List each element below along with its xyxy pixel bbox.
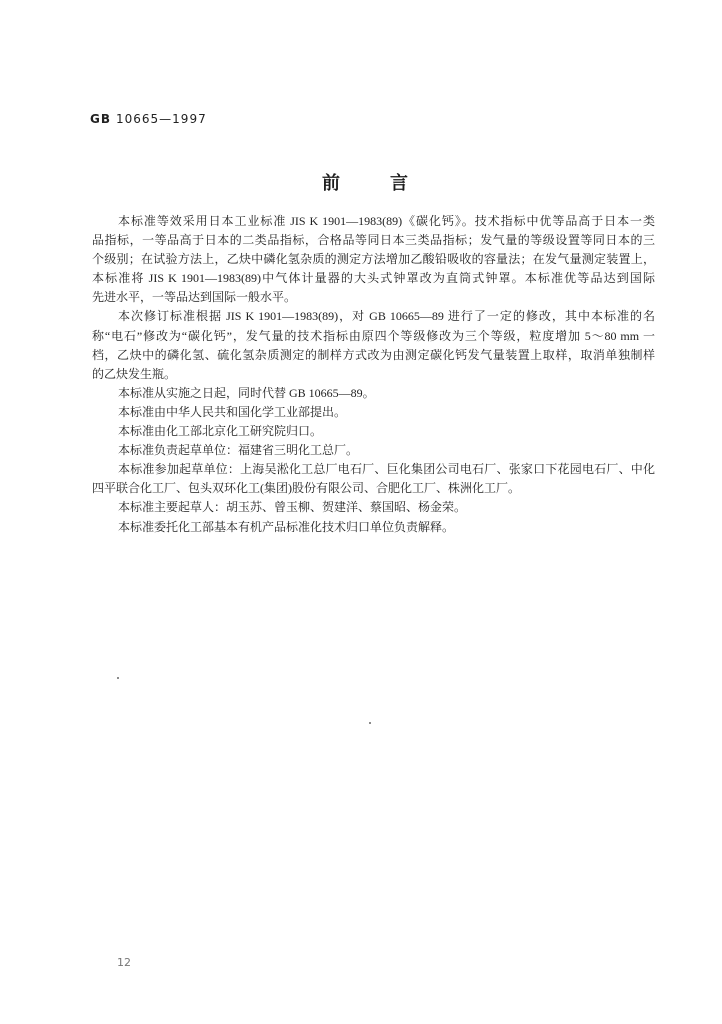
- paragraph-line: 个级别；在试验方法上，乙炔中磷化氢杂质的测定方法增加乙酸铅吸收的容量法；在发气量测定装置上，: [92, 252, 655, 267]
- paragraph-line: 四平联合化工厂、包头双环化工(集团)股份有限公司、合肥化工厂、株洲化工厂。: [92, 481, 520, 496]
- paragraph-line: 本标准主要起草人：胡玉苏、曾玉柳、贺建洋、蔡国昭、杨金荣。: [118, 500, 467, 515]
- page-title-char-1: 前: [322, 173, 340, 193]
- paragraph-line: 本次修订标准根据 JIS K 1901—1983(89)，对 GB 10665—89 进行了一定的修改，其中本标准的名: [118, 309, 655, 324]
- drafters-statement: [92, 498, 655, 517]
- proposer-statement: [92, 403, 655, 422]
- standard-code-header: [90, 112, 207, 126]
- paragraph-line: 称“电石”修改为“碳化钙”，发气量的技术指标由原四个等级修改为三个等级，粒度增加 5～80 mm 一: [92, 328, 655, 343]
- paragraph-line: 档，乙炔中的磷化氢、硫化氢杂质测定的制样方式改为由测定碳化钙发气量装置上取样，取消单独制样: [92, 347, 655, 362]
- interpretation-statement: [92, 518, 655, 537]
- paragraph-line: 本标准等效采用日本工业标准 JIS K 1901—1983(89)《碳化钙》。技术指标中优等品高于日本一类: [118, 214, 655, 228]
- revision-paragraph: [92, 307, 655, 383]
- drafting-unit-statement: [92, 441, 655, 460]
- foreword-body: [92, 212, 655, 537]
- paragraph-line: 本标准委托化工部基本有机产品标准化技术归口单位负责解释。: [118, 519, 455, 534]
- page-number: 12: [117, 956, 131, 969]
- scan-speck: [117, 677, 119, 679]
- standard-number: 10665—1997: [116, 112, 207, 126]
- paragraph-line: 本标准由化工部北京化工研究院归口。: [118, 424, 323, 439]
- paragraph-line: 先进水平，一等品达到国际一般水平。: [92, 290, 297, 305]
- paragraph-line: 的乙炔发生瓶。: [92, 366, 177, 381]
- page-title-char-2: 言: [390, 173, 408, 193]
- paragraph-line: 本标准负责起草单位：福建省三明化工总厂。: [118, 443, 359, 458]
- paragraph-line: 本标准由中华人民共和国化学工业部提出。: [118, 404, 347, 419]
- replacement-statement: [92, 384, 655, 403]
- participating-units-statement: [92, 460, 655, 498]
- intro-paragraph: [92, 212, 655, 307]
- responsible-body-statement: [92, 422, 655, 441]
- standard-prefix: GB: [90, 112, 111, 126]
- paragraph-line: 本标准参加起草单位：上海吴淞化工总厂电石厂、巨化集团公司电石厂、张家口下花园电石厂、中化: [118, 462, 655, 477]
- paragraph-line: 本标准将 JIS K 1901—1983(89)中气体计量器的大头式钟罩改为直筒式钟罩。本标准优等品达到国际: [92, 271, 655, 286]
- paragraph-line: 本标准从实施之日起，同时代替 GB 10665—89。: [118, 385, 375, 400]
- paragraph-line: 品指标，一等品高于日本的二类品指标，合格品等同日本三类品指标；发气量的等级设置等同日本的三: [92, 233, 655, 248]
- scan-speck: [369, 722, 371, 724]
